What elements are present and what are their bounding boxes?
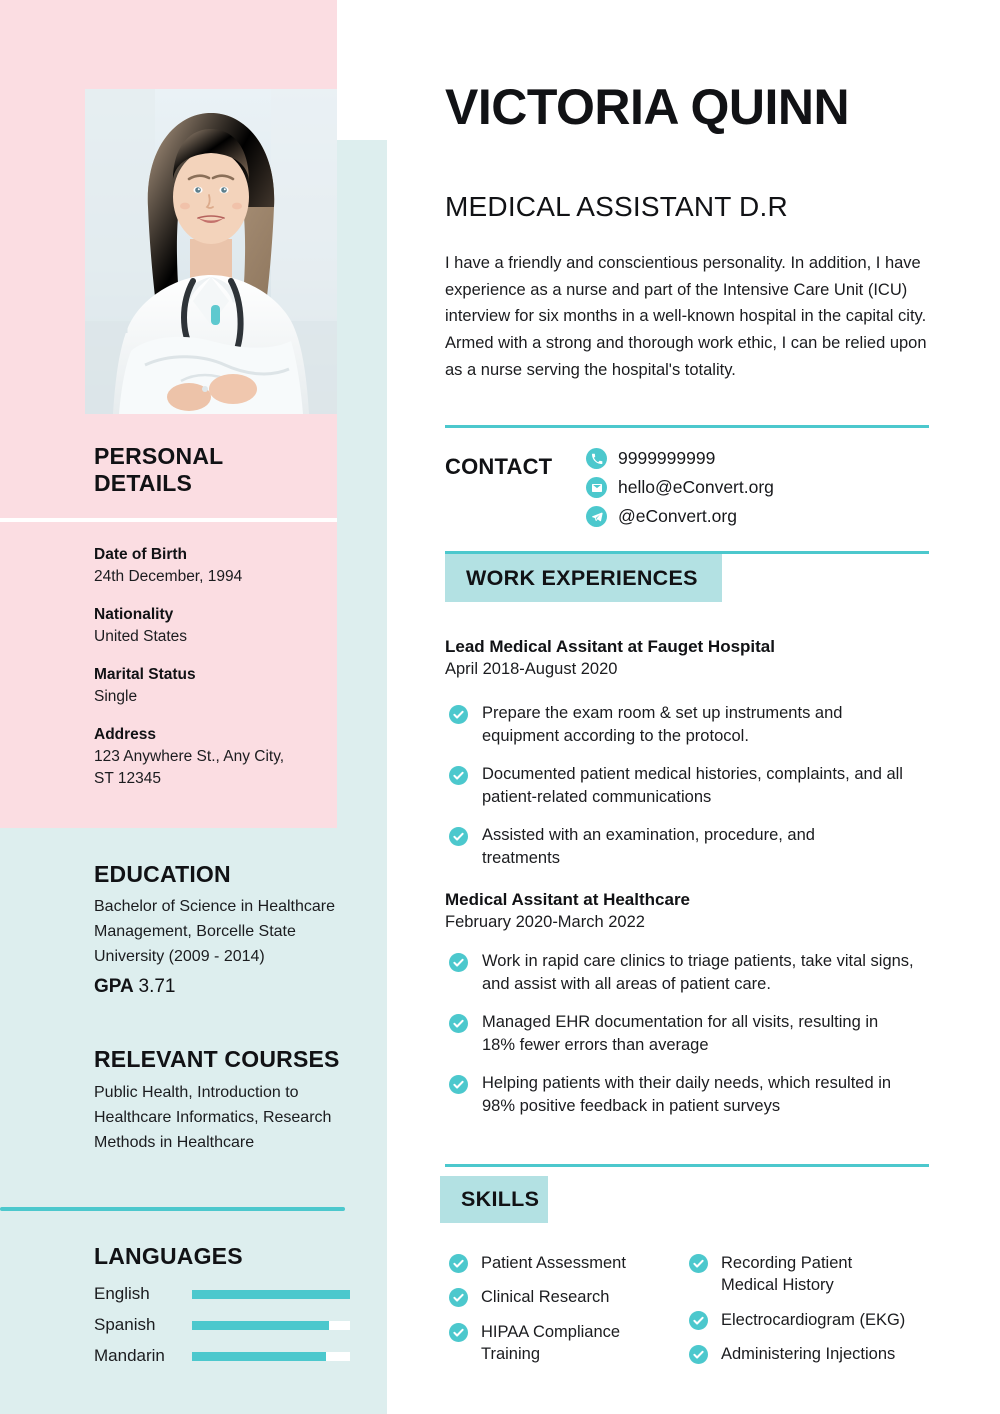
- skill-label: Clinical Research: [481, 1288, 610, 1307]
- page-title: VICTORIA QUINN: [445, 79, 850, 135]
- contact-phone-value: 9999999999: [618, 447, 716, 468]
- check-circle-icon: [689, 1254, 708, 1273]
- language-level-bar: [192, 1321, 350, 1330]
- personal-detail-item: Marital Status Single: [94, 666, 196, 705]
- skills-column-right: [689, 1252, 941, 1365]
- skills-list: [449, 1252, 941, 1365]
- gpa-label: GPA: [94, 975, 134, 997]
- check-circle-icon: [689, 1345, 708, 1364]
- bullet-item: [449, 950, 939, 997]
- skill-label: HIPAA Compliance Training: [481, 1322, 621, 1363]
- bullet-text: Documented patient medical histories, complaints, and all patient-related communications: [482, 764, 903, 807]
- telegram-icon: [586, 506, 607, 527]
- job-1-bullets: [449, 702, 933, 871]
- languages-section: [94, 1243, 362, 1377]
- contact-handle-row[interactable]: [586, 506, 774, 527]
- skill-item: [449, 1321, 689, 1366]
- personal-details-list: [94, 544, 344, 790]
- bullet-text: Assisted with an examination, procedure, and treatments: [482, 825, 815, 868]
- check-circle-icon: [449, 1075, 468, 1094]
- contact-heading: CONTACT: [445, 454, 553, 479]
- contact-email-row[interactable]: [586, 477, 774, 498]
- bullet-text: Helping patients with their daily needs, which resulted in 98% positive feedback in patient surveys: [482, 1073, 892, 1116]
- education-body: Bachelor of Science in Healthcare Management, Borcelle State University (2009 - 2014): [94, 898, 336, 965]
- bullet-item: [449, 1011, 939, 1058]
- contact-handle-value: @eConvert.org: [618, 505, 737, 526]
- skills-heading: SKILLS: [440, 1176, 548, 1223]
- skill-item: [689, 1309, 941, 1331]
- bullet-item: [449, 1072, 939, 1119]
- check-circle-icon: [449, 953, 468, 972]
- relevant-courses-body: Public Health, Introduction to Healthcare Informatics, Research Methods in Healthcare: [94, 1084, 332, 1151]
- bullet-text: Prepare the exam room & set up instruments and equipment according to the protocol.: [482, 704, 843, 746]
- profile-photo: [85, 89, 337, 414]
- skill-label: Administering Injections: [721, 1344, 896, 1363]
- work-experiences-heading: WORK EXPERIENCES: [445, 554, 722, 602]
- language-name: Spanish: [94, 1315, 156, 1335]
- envelope-icon: [586, 477, 607, 498]
- phone-icon: [586, 448, 607, 469]
- relevant-courses-section: [94, 1046, 362, 1156]
- education-section: [94, 861, 362, 1000]
- language-level-bar: [192, 1290, 350, 1299]
- job-2-bullets: [449, 950, 939, 1119]
- bullet-item: [449, 763, 933, 810]
- job-title: Lead Medical Assitant at Fauget Hospital: [445, 637, 775, 656]
- check-circle-icon: [689, 1311, 708, 1330]
- personal-detail-item: Nationality United States: [94, 606, 188, 645]
- job-role-subtitle: MEDICAL ASSISTANT D.R: [445, 191, 788, 222]
- contact-phone-row[interactable]: [586, 448, 774, 469]
- skill-label: Recording Patient Medical History: [721, 1254, 853, 1295]
- language-name: English: [94, 1284, 150, 1304]
- education-heading: EDUCATION: [94, 861, 231, 887]
- sidebar-divider-teal: [0, 1207, 345, 1211]
- skills-column-left: [449, 1252, 689, 1365]
- bullet-text: Work in rapid care clinics to triage patients, take vital signs, and assist with all areas of patient care.: [482, 952, 914, 994]
- personal-details-heading: PERSONAL DETAILS: [94, 443, 224, 497]
- job-date: February 2020-March 2022: [445, 913, 645, 931]
- skill-label: Electrocardiogram (EKG): [721, 1310, 906, 1329]
- bullet-item: [449, 702, 933, 749]
- language-name: Mandarin: [94, 1346, 165, 1366]
- skill-item: [449, 1286, 689, 1308]
- languages-heading: LANGUAGES: [94, 1243, 243, 1269]
- check-circle-icon: [449, 1288, 468, 1307]
- divider-above-contact: [445, 425, 929, 428]
- relevant-courses-heading: RELEVANT COURSES: [94, 1046, 340, 1072]
- check-circle-icon: [449, 1254, 468, 1273]
- skill-item: [689, 1343, 941, 1365]
- job-date: April 2018-August 2020: [445, 660, 618, 678]
- language-row: [94, 1284, 362, 1304]
- personal-detail-item: Address 123 Anywhere St., Any City, ST 12345: [94, 726, 285, 787]
- check-circle-icon: [449, 1323, 468, 1342]
- check-circle-icon: [449, 766, 468, 785]
- gpa-line: [94, 973, 362, 1001]
- gpa-value: 3.71: [138, 975, 176, 997]
- check-circle-icon: [449, 1014, 468, 1033]
- personal-details-section: [94, 443, 344, 497]
- language-row: [94, 1315, 362, 1335]
- personal-detail-item: Date of Birth 24th December, 1994: [94, 546, 243, 585]
- profile-summary: I have a friendly and conscientious personality. In addition, I have experience as a nurse and part of the Intensive Care Unit (ICU) interview for six months in a well-known hospital in the capital city. Armed with a strong and thorough work ethic, I can be relied upon as a nurse serving the hospital's totality.: [445, 254, 927, 379]
- check-circle-icon: [449, 705, 468, 724]
- skill-label: Patient Assessment: [481, 1254, 626, 1272]
- check-circle-icon: [449, 827, 468, 846]
- skill-item: [449, 1252, 689, 1274]
- language-row: [94, 1346, 362, 1366]
- bullet-text: Managed EHR documentation for all visits, resulting in 18% fewer errors than average: [482, 1012, 879, 1055]
- skill-item: [689, 1252, 941, 1297]
- language-level-bar: [192, 1352, 350, 1361]
- contact-email-value: hello@eConvert.org: [618, 476, 774, 497]
- bullet-item: [449, 824, 933, 871]
- sidebar-divider-white: [0, 518, 337, 522]
- divider-above-skills: [445, 1164, 929, 1167]
- sidebar-mint-accent-top: [337, 140, 387, 828]
- job-title: Medical Assitant at Healthcare: [445, 890, 691, 909]
